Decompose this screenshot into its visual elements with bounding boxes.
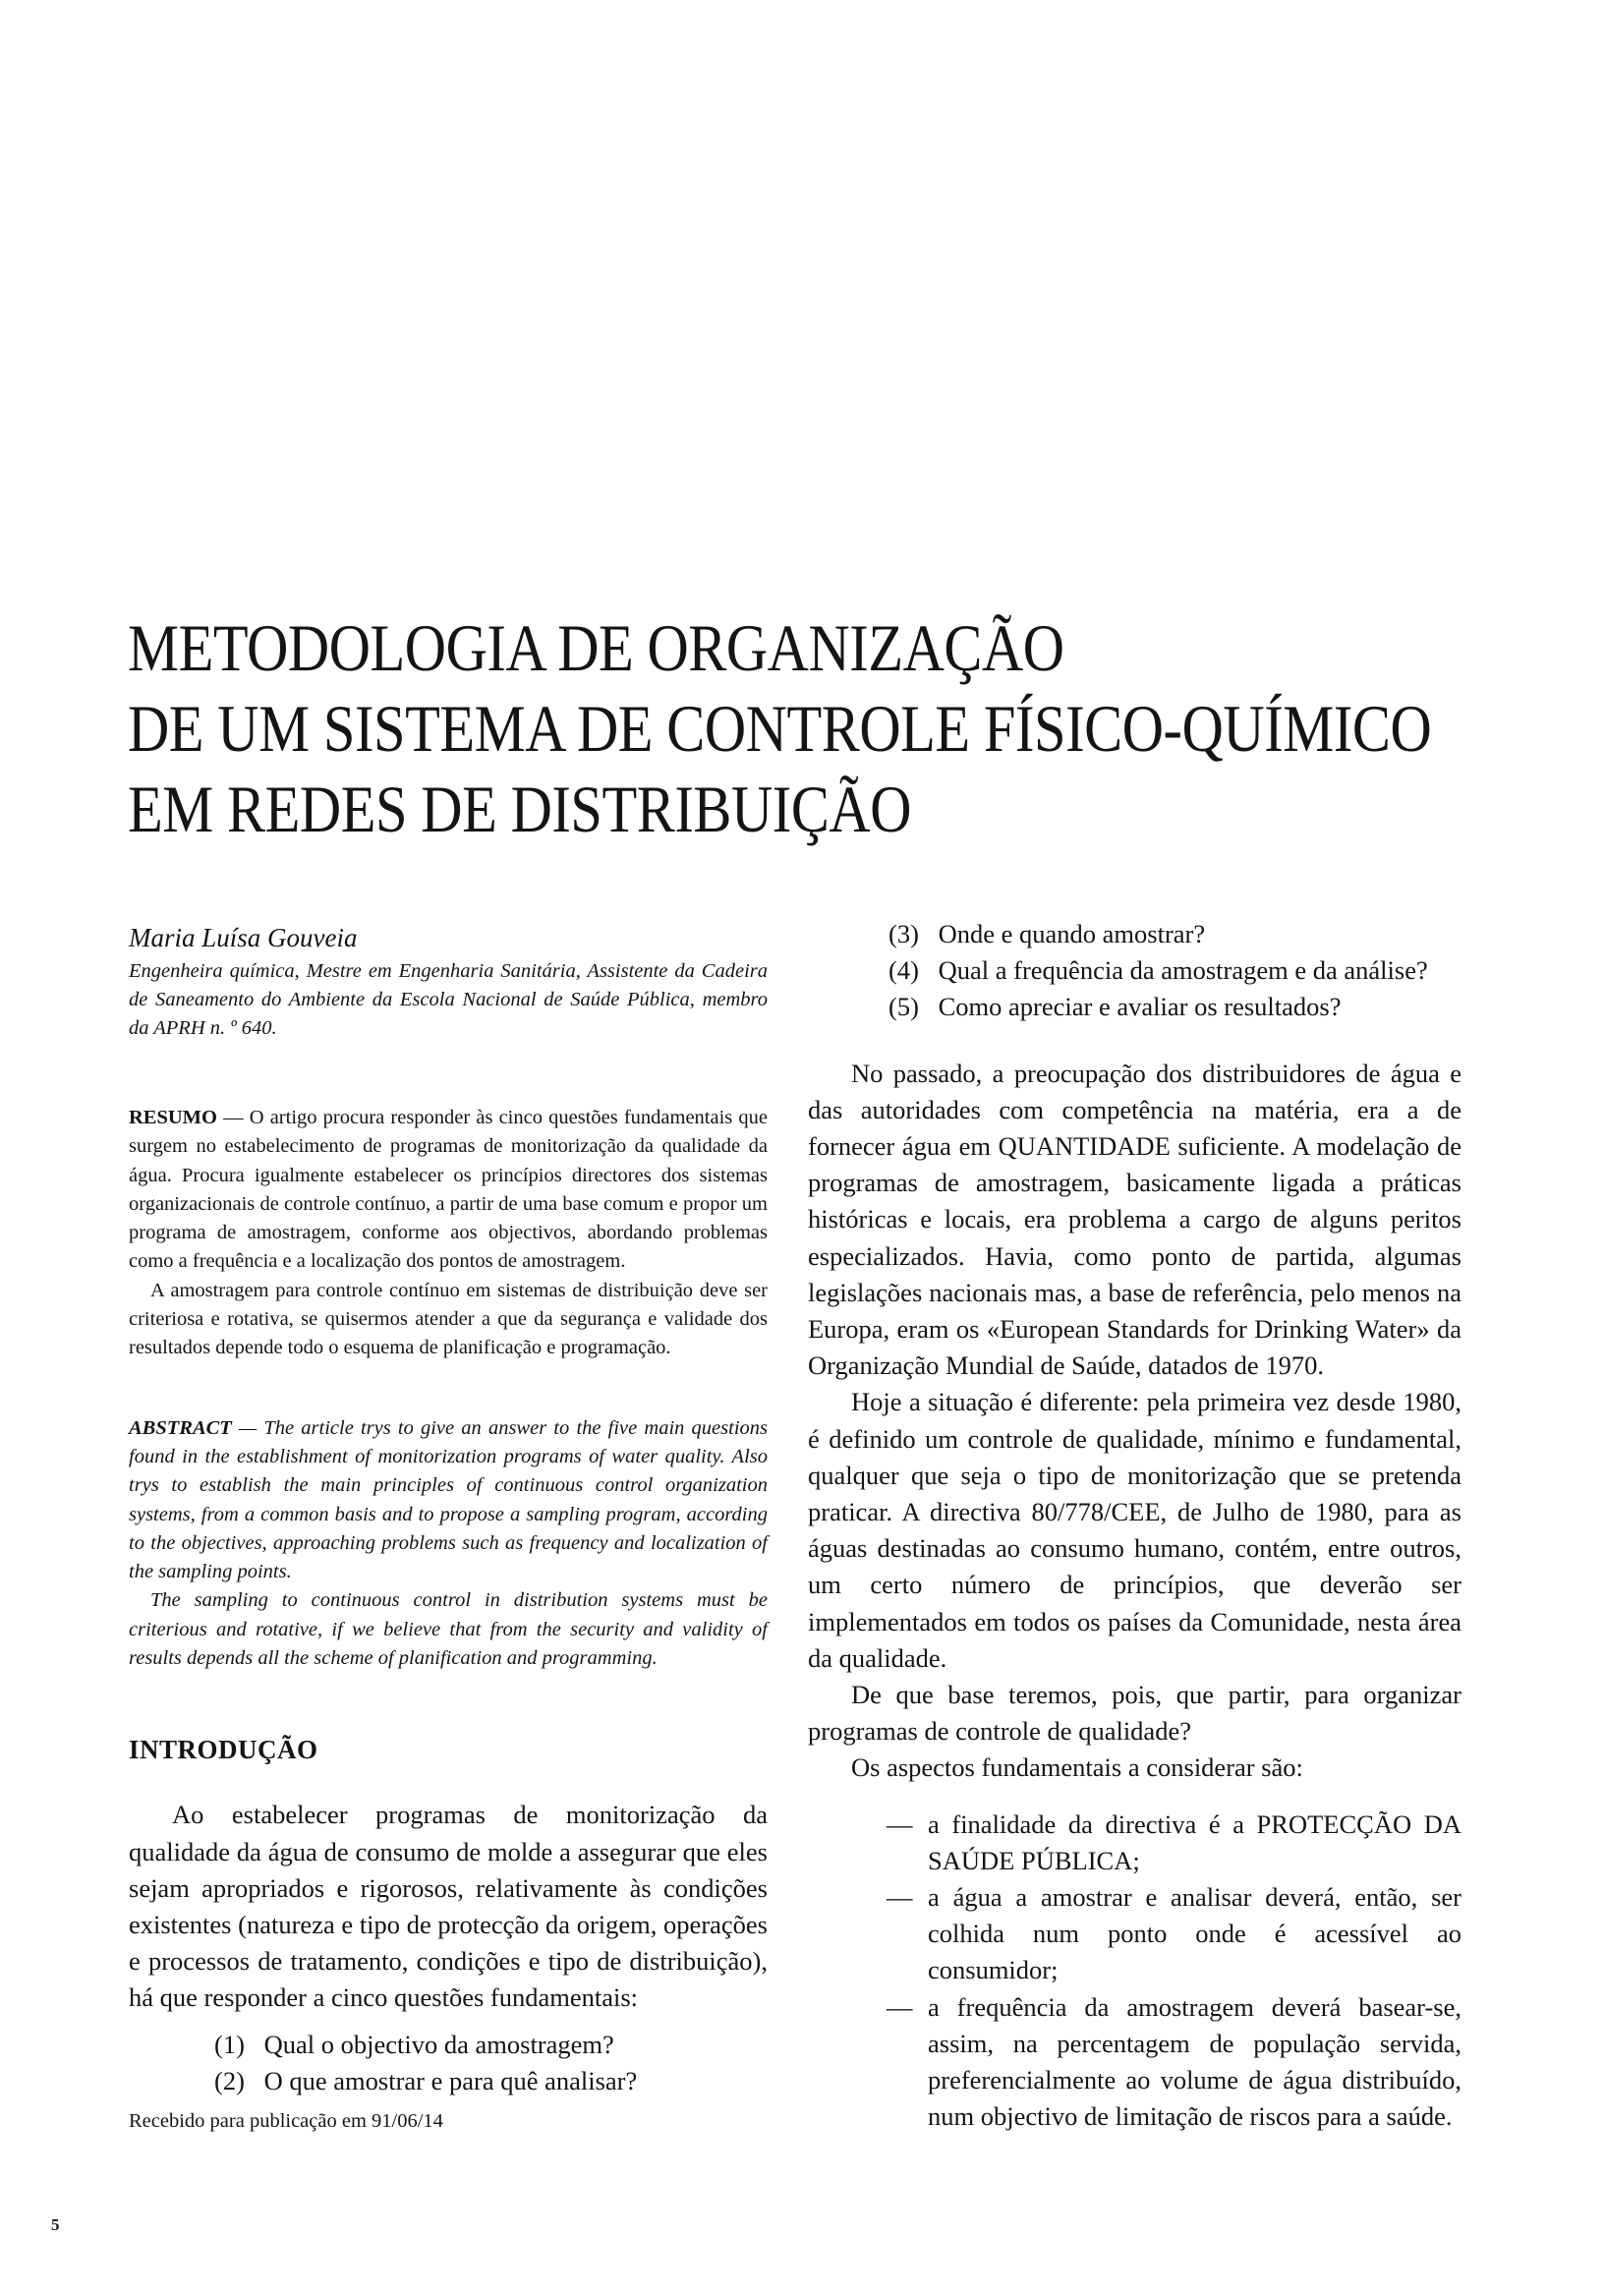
question-item	[214, 2063, 768, 2099]
left-column	[129, 920, 768, 2135]
questions-list-right	[808, 916, 1461, 1026]
resumo-block	[129, 1104, 768, 1363]
question-text: Qual o objectivo da amostragem?	[263, 2029, 614, 2059]
body-paragraph-4: Os aspectos fundamentais a considerar são:	[851, 1752, 1303, 1783]
question-text: O que amostrar e para quê analisar?	[263, 2065, 638, 2095]
page-number: 5	[51, 2215, 60, 2234]
question-item	[214, 2027, 768, 2063]
questions-list-left	[129, 2027, 768, 2099]
question-number: (5)	[888, 992, 919, 1022]
question-item	[888, 989, 1461, 1025]
question-number: (3)	[888, 919, 919, 948]
resumo-paragraph-1: RESUMO — O artigo procura responder às cinco questões fundamentais que surgem no estabelecimento de programas de monitorização da qualidade da água. Procura igualmente estabelecer os princípios directores dos sistemas organizacionais de controle contínuo, a partir de uma base comum e propor um programa de amostragem, conforme aos objectivos, abordando problemas como a frequência e a localização dos pontos de amostragem.	[129, 1107, 768, 1273]
introducao-heading: INTRODUÇÃO	[129, 1735, 318, 1765]
abstract-paragraph-1: ABSTRACT — The article trys to give an answer to the five main questions found in the establishment of monitorization programs of water quality. Also trys to establish the main principles of continuous control organization systems, from a common basis and to propose a sampling program, according to the objectives, approaching problems such as frequency and localization of the sampling points.	[129, 1416, 768, 1583]
question-item	[888, 916, 1461, 952]
body-paragraph-2: Hoje a situação é diferente: pela primeira vez desde 1980, é definido um controle de qualidade, mínimo e fundamental, qualquer que seja o tipo de monitorização que se pretenda praticar. A directiva 80/778/CEE, de Julho de 1980, para as águas destinadas ao consumo humano, contém, entre outros, um certo número de princípios, que deverão ser implementados em todos os países da Comunidade, nesta área da qualidade.	[808, 1387, 1461, 1673]
aspect-item: — a frequência da amostragem deverá basear-se, assim, na percentagem de população servida, preferencialmente ao volume de água distribuído, num objectivo de limitação de riscos para a saúde.	[887, 1989, 1461, 2136]
author-affiliation: Engenheira química, Mestre em Engenharia Sanitária, Assistente da Cadeira de Saneamento do Ambiente da Escola Nacional de Saúde Pública, membro da APRH n. º 640.	[129, 960, 768, 1039]
body-paragraph-3: De que base teremos, pois, que partir, para organizar programas de controle de qualidade?	[808, 1680, 1461, 1747]
right-column	[808, 920, 1461, 2136]
resumo-paragraph-2: A amostragem para controle contínuo em sistemas de distribuição deve ser criteriosa e rotativa, se quisermos atender a que da segurança e validade dos resultados depende todo o esquema de planificação e programação.	[129, 1279, 768, 1359]
question-text: Como apreciar e avaliar os resultados?	[938, 992, 1342, 1022]
body-paragraph-1: No passado, a preocupação dos distribuidores de água e das autoridades com competência na matéria, era a de fornecer água em QUANTIDADE suficiente. A modelação de programas de amostragem, basicamente ligada a práticas históricas e locais, era problema a cargo de alguns peritos especializados. Havia, como ponto de partida, algumas legislações nacionais mas, a base de referência, pelo menos na Europa, eram os «European Standards for Drinking Water» da Organização Mundial de Saúde, datados de 1970.	[808, 1058, 1461, 1381]
question-item	[888, 952, 1461, 989]
author-name: Maria Luísa Gouveia	[129, 923, 358, 952]
introducao-paragraph: Ao estabelecer programas de monitorização da qualidade da água de consumo de molde a assegurar que eles sejam apropriados e rigorosos, relativamente às condições existentes (natureza e tipo de protecção da origem, operações e processos de tratamento, condições e tipo de distribuição), há que responder a cinco questões fundamentais:	[129, 1800, 768, 2013]
abstract-text-1: The article trys to give an answer to the five main questions found in the establishment of monitorization programs of water quality. Also trys to establish the main principles of continuous control organization systems, from a common basis and to propose a sampling program, according to the objectives, approaching problems such as frequency and localization of the sampling points.	[129, 1416, 768, 1583]
title-line-3: EM REDES DE DISTRIBUIÇÃO	[128, 772, 912, 846]
abstract-label: ABSTRACT	[129, 1416, 232, 1439]
question-number: (1)	[214, 2029, 245, 2059]
received-note: Recebido para publicação em 91/06/14	[129, 2109, 443, 2132]
question-text: Onde e quando amostrar?	[938, 919, 1206, 948]
aspects-list	[808, 1807, 1461, 2136]
question-number: (2)	[214, 2065, 245, 2095]
article-title	[128, 607, 1432, 849]
aspect-item: — a finalidade da directiva é a PROTECÇÃO DA SAÚDE PÚBLICA;	[887, 1807, 1461, 1879]
question-text: Qual a frequência da amostragem e da análise?	[938, 955, 1428, 986]
resumo-label: RESUMO	[129, 1107, 217, 1128]
title-line-2: DE UM SISTEMA DE CONTROLE FÍSICO-QUÍMICO	[128, 691, 1432, 766]
abstract-block	[129, 1414, 768, 1674]
title-line-1: METODOLOGIA DE ORGANIZAÇÃO	[128, 610, 1064, 685]
abstract-paragraph-2: The sampling to continuous control in distribution systems must be criterious and rotative, if we believe that from the security and validity of results depends all the scheme of planification and programming.	[129, 1589, 768, 1670]
aspect-item: — a água a amostrar e analisar deverá, então, ser colhida num ponto onde é acessível ao consumidor;	[887, 1879, 1461, 1989]
question-number: (4)	[888, 955, 919, 986]
resumo-text-1: O artigo procura responder às cinco questões fundamentais que surgem no estabelecimento de programas de monitorização da qualidade da água. Procura igualmente estabelecer os princípios directores dos sistemas organizacionais de controle contínuo, a partir de uma base comum e propor um programa de amostragem, conforme aos objectivos, abordando problemas como a frequência e a localização dos pontos de amostragem.	[129, 1107, 768, 1273]
